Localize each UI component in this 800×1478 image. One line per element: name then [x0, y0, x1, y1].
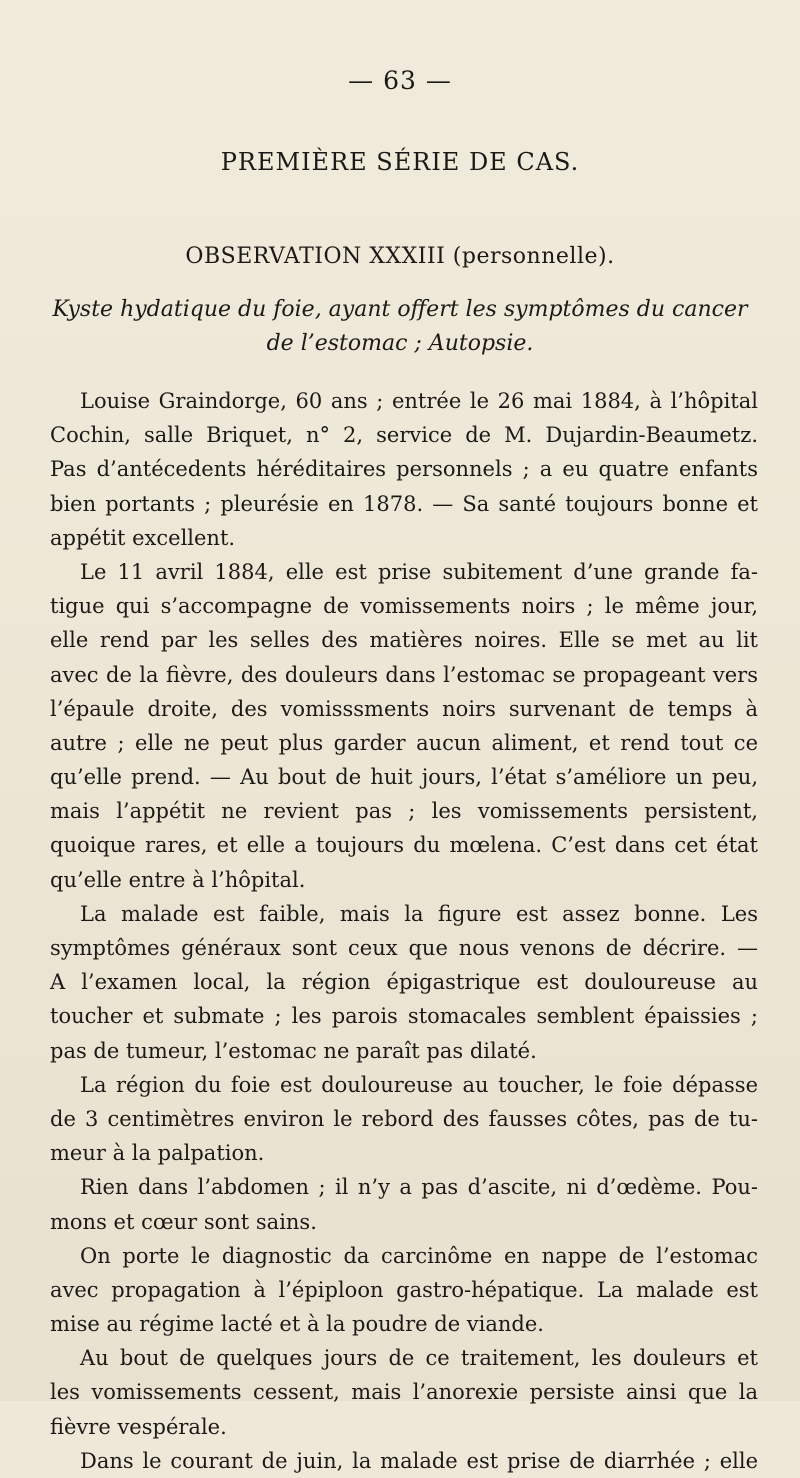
- text-line: mise au régime lacté et à la poudre de viande.: [50, 1312, 544, 1337]
- text-line: Cochin, salle Briquet, n° 2, service de M. Dujardin-Beaumetz.: [50, 423, 758, 448]
- text-line: La malade est faible, mais la figure est assez bonne. Les: [80, 901, 758, 926]
- text-line: quoique rares, et elle a toujours du mœlena. C’est dans cet état: [50, 833, 758, 858]
- text-line: appétit excellent.: [50, 525, 236, 550]
- page-number: — 63 —: [348, 66, 452, 95]
- text-line: Dans le courant de juin, la malade est prise de diarrhée ; elle: [80, 1448, 758, 1473]
- body-text: [50, 384, 758, 1478]
- text-line: avec de la fièvre, des douleurs dans l’estomac se propageant vers: [50, 662, 758, 687]
- text-line: A l’examen local, la région épigastrique est douloureuse au: [50, 970, 758, 995]
- text-line: l’épaule droite, des vomisssments noirs survenant de temps à: [50, 696, 758, 721]
- text-line: Pas d’antécedents héréditaires personnels ; a eu quatre enfants: [50, 457, 758, 482]
- text-line: Le 11 avril 1884, elle est prise subitement d’une grande fa-: [80, 559, 758, 584]
- text-line: de 3 centimètres environ le rebord des fausses côtes, pas de tu-: [50, 1106, 758, 1131]
- text-line: qu’elle entre à l’hôpital.: [50, 867, 306, 892]
- text-line: tigue qui s’accompagne de vomissements noirs ; le même jour,: [50, 594, 758, 619]
- text-line: Au bout de quelques jours de ce traitement, les douleurs et: [80, 1346, 758, 1371]
- text-line: On porte le diagnostic da carcinôme en nappe de l’estomac: [80, 1243, 758, 1268]
- text-line: toucher et submate ; les parois stomacales semblent épaissies ;: [50, 1004, 758, 1029]
- text-line: avec propagation à l’épiploon gastro-hépatique. La malade est: [50, 1277, 758, 1302]
- text-line: fièvre vespérale.: [50, 1414, 227, 1439]
- text-line: Louise Graindorge, 60 ans ; entrée le 26 mai 1884, à l’hôpital: [80, 389, 758, 413]
- observation-subtitle: [0, 293, 800, 361]
- subtitle-line-2: de l’estomac ; Autopsie.: [266, 331, 534, 356]
- text-line: qu’elle prend. — Au bout de huit jours, l’état s’améliore un peu,: [50, 765, 758, 790]
- text-line: Rien dans l’abdomen ; il n’y a pas d’ascite, ni d’œdème. Pou-: [80, 1175, 758, 1200]
- text-line: les vomissements cessent, mais l’anorexie persiste ainsi que la: [50, 1380, 758, 1405]
- text-line: mons et cœur sont sains.: [50, 1209, 317, 1234]
- text-line: elle rend par les selles des matières noires. Elle se met au lit: [50, 628, 758, 653]
- series-heading: PREMIÈRE SÉRIE DE CAS.: [220, 148, 580, 176]
- text-line: bien portants ; pleurésie en 1878. — Sa santé toujours bonne et: [50, 491, 758, 516]
- text-line: pas de tumeur, l’estomac ne paraît pas dilaté.: [50, 1038, 537, 1063]
- text-line: autre ; elle ne peut plus garder aucun aliment, et rend tout ce: [50, 730, 758, 755]
- text-line: mais l’appétit ne revient pas ; les vomissements persistent,: [50, 799, 758, 824]
- text-line: meur à la palpation.: [50, 1141, 265, 1166]
- text-line: La région du foie est douloureuse au toucher, le foie dépasse: [80, 1072, 758, 1097]
- text-line: symptômes généraux sont ceux que nous venons de décrire. —: [50, 936, 758, 960]
- subtitle-line-1: Kyste hydatique du foie, ayant offert les symptômes du cancer: [52, 297, 748, 322]
- observation-heading: OBSERVATION XXXIII (personnelle).: [185, 244, 615, 269]
